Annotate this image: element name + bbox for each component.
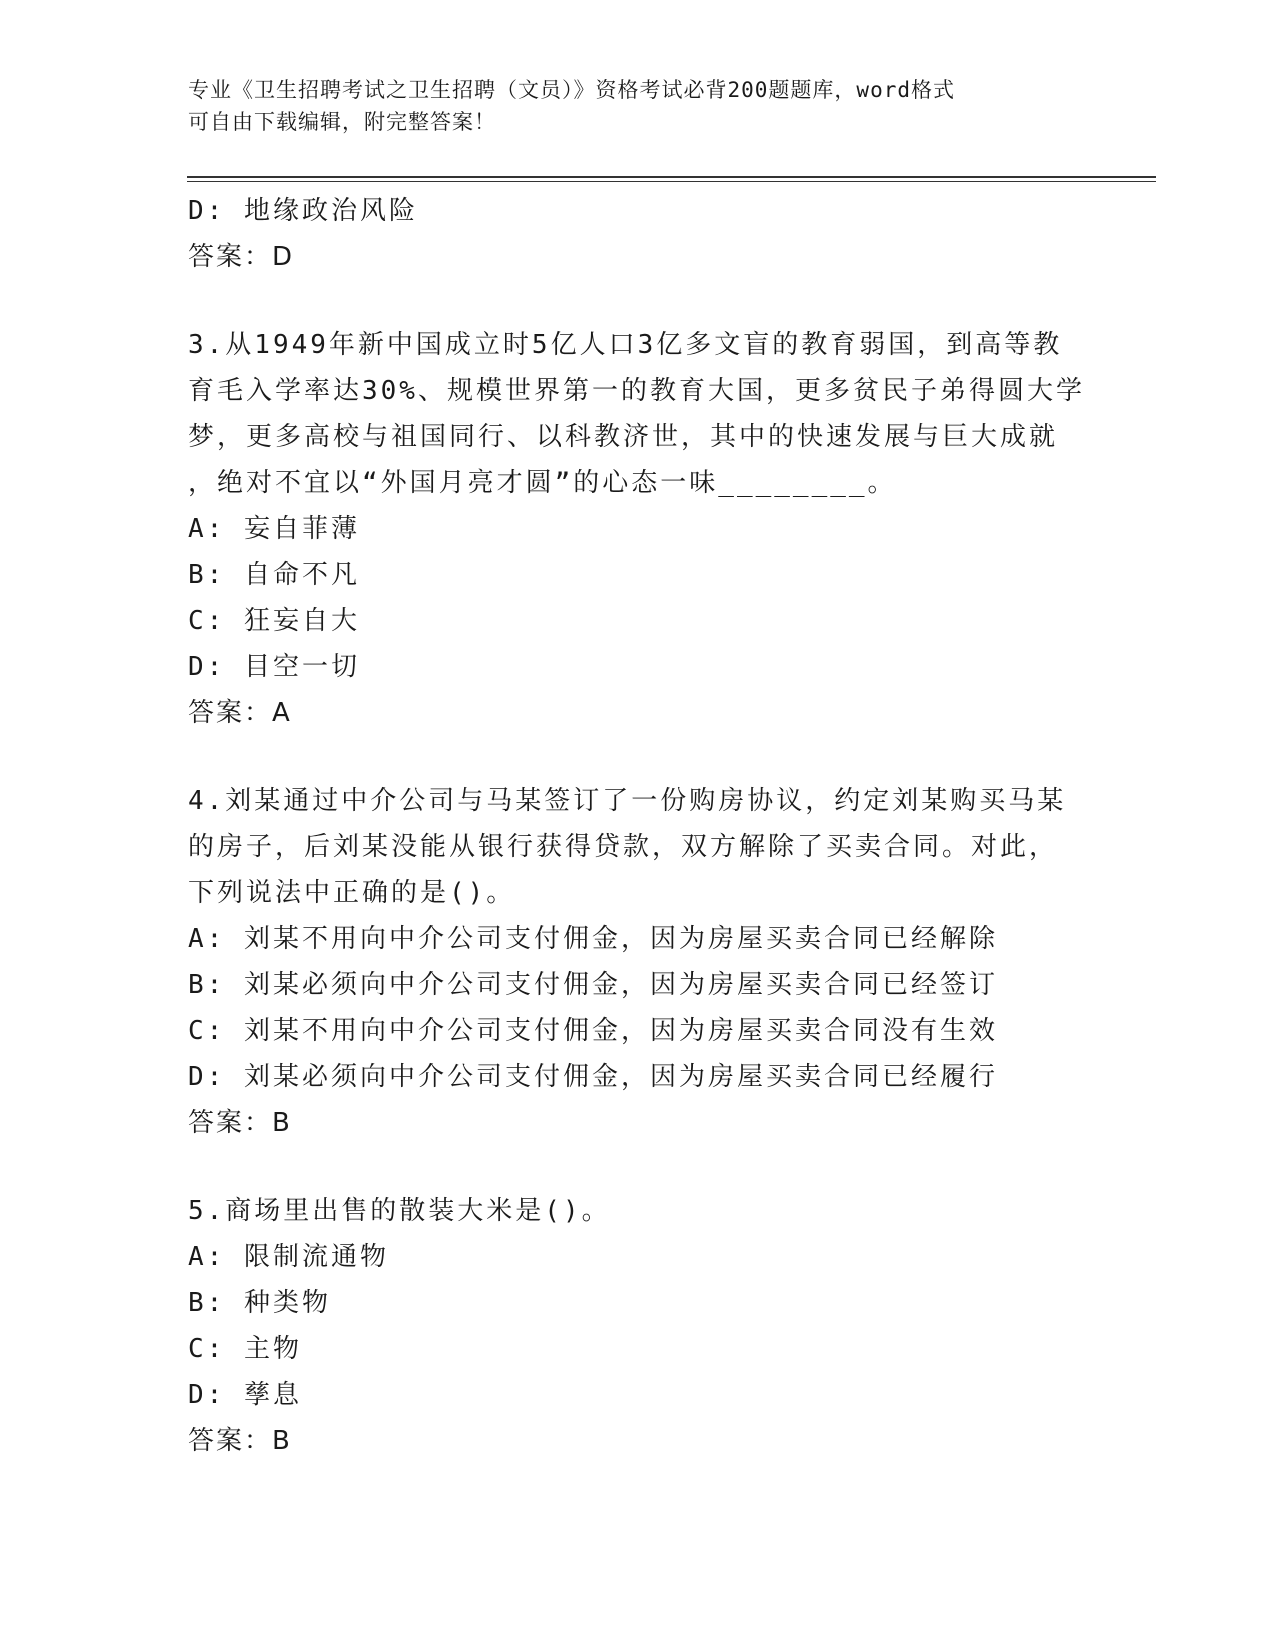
option-d: D: 地缘政治风险 xyxy=(188,196,418,226)
question-stem-line: 4.刘某通过中介公司与马某签订了一份购房协议，约定刘某购买马某 xyxy=(188,786,1067,816)
option-a: A: 限制流通物 xyxy=(188,1242,389,1272)
question-stem-line: ，绝对不宜以“外国月亮才圆”的心态一味________。 xyxy=(188,468,897,498)
question-stem-line: 梦，更多高校与祖国同行、以科教济世，其中的快速发展与巨大成就 xyxy=(188,422,1059,452)
question-4 xyxy=(188,778,1108,1146)
option-c: C: 主物 xyxy=(188,1334,302,1364)
option-d: D: 刘某必须向中介公司支付佣金，因为房屋买卖合同已经履行 xyxy=(188,1062,998,1092)
question-stem-line: 3.从1949年新中国成立时5亿人口3亿多文盲的教育弱国，到高等教 xyxy=(188,330,1063,360)
answer: 答案：B xyxy=(188,1108,292,1138)
option-a: A: 妄自菲薄 xyxy=(188,514,360,544)
option-d: D: 目空一切 xyxy=(188,652,360,682)
option-b: B: 种类物 xyxy=(188,1288,331,1318)
question-3 xyxy=(188,322,1108,736)
option-b: B: 自命不凡 xyxy=(188,560,360,590)
question-5 xyxy=(188,1188,1108,1464)
option-c: C: 刘某不用向中介公司支付佣金，因为房屋买卖合同没有生效 xyxy=(188,1016,998,1046)
header-divider-thin xyxy=(187,181,1156,182)
option-d: D: 孳息 xyxy=(188,1380,302,1410)
header-line-2: 可自由下载编辑，附完整答案！ xyxy=(188,110,496,134)
option-a: A: 刘某不用向中介公司支付佣金，因为房屋买卖合同已经解除 xyxy=(188,924,998,954)
option-b: B: 刘某必须向中介公司支付佣金，因为房屋买卖合同已经签订 xyxy=(188,970,998,1000)
option-c: C: 狂妄自大 xyxy=(188,606,360,636)
document-body xyxy=(188,188,1108,1464)
answer: 答案：B xyxy=(188,1426,292,1456)
question-stem-line: 下列说法中正确的是()。 xyxy=(188,878,516,908)
answer: 答案：A xyxy=(188,698,292,728)
answer: 答案：D xyxy=(188,242,295,272)
header-line-1: 专业《卫生招聘考试之卫生招聘（文员）》资格考试必背200题题库，word格式 xyxy=(188,78,955,102)
question-stem-line: 5.商场里出售的散装大米是()。 xyxy=(188,1196,611,1226)
document-header xyxy=(188,74,1068,138)
question-stem-line: 育毛入学率达30%、规模世界第一的教育大国，更多贫民子弟得圆大学 xyxy=(188,376,1085,406)
question-stem-line: 的房子，后刘某没能从银行获得贷款，双方解除了买卖合同。对此， xyxy=(188,832,1059,862)
header-divider-thick xyxy=(187,176,1156,178)
